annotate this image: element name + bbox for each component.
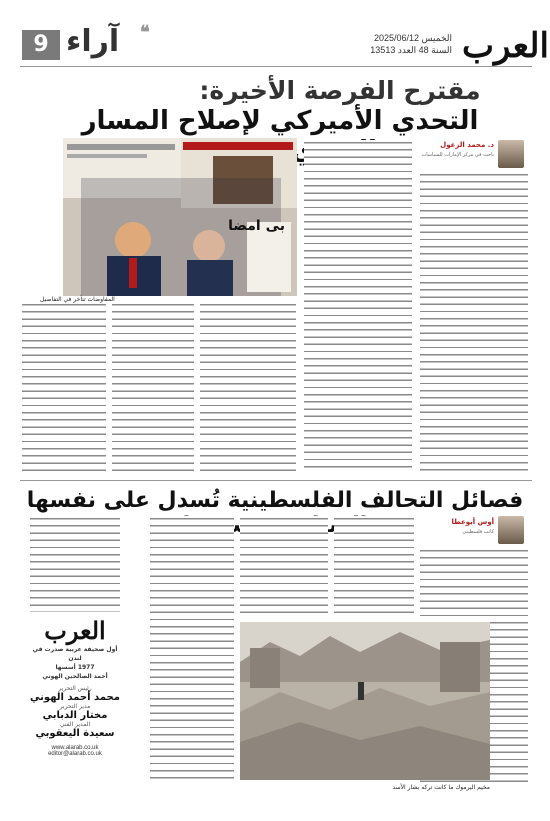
sidebar-name-3: سعيدة اليعقوبي (35, 728, 115, 739)
author2-photo (498, 516, 524, 544)
article1-photo (63, 138, 297, 296)
article2-photo (240, 622, 490, 780)
article2-column-4 (150, 516, 234, 784)
sidebar-tagline-1: أول صحيفة عربية صدرت في لندن (32, 646, 118, 662)
article2-caption: مخيم اليرموك ما كانت تركه بشار الأسد (392, 784, 490, 791)
article1-caption: المفاوضات تتأخر في التفاصيل (40, 296, 115, 303)
sidebar-email[interactable]: editor@alarab.co.uk (48, 751, 102, 757)
sidebar-role-1: رئيس التحرير (58, 685, 92, 692)
author1-role: باحث في مركز الإمارات للسياسات (421, 152, 494, 158)
sidebar-name-2: مختار الدبابي (42, 710, 108, 721)
masthead-divider (20, 66, 532, 67)
sidebar-logo: العرب (44, 616, 106, 645)
article2-column-2 (334, 516, 414, 616)
author2-role: كاتب فلسطيني (462, 529, 494, 535)
sidebar-role-3: المدير الفني (59, 721, 91, 728)
article1-column-5 (22, 302, 106, 472)
author2-name: أوس أبوعطا (451, 518, 494, 526)
author1-name: د. محمد الزغول (440, 141, 494, 149)
masthead (0, 0, 550, 70)
section-divider (20, 480, 532, 481)
date-line: الخميس 2025/06/12 (374, 33, 452, 43)
sidebar-name-1: محمد أحمد الهوني (30, 692, 120, 703)
sidebar-website[interactable]: www.alarab.co.uk (51, 745, 99, 751)
article2-headline: فصائل التحالف الفلسطينية تُسدل على نفسها (26, 488, 524, 513)
sidebar-tagline-2: 1977 أسسها (55, 664, 95, 671)
sidebar-role-2: مدير التحرير (59, 703, 91, 710)
article2-column-3 (240, 516, 328, 616)
article1-column-3 (200, 302, 296, 472)
article1-headline: التحدي الأميركي لإصلاح المسار (81, 106, 479, 136)
photo-newspaper-headline: بی امضا (228, 218, 285, 234)
article1-column-1 (420, 172, 528, 472)
issue-info (368, 32, 452, 56)
section-title: آراء (66, 24, 120, 59)
article1-column-2 (304, 140, 412, 472)
newspaper-logo: العرب (462, 26, 549, 66)
issue-line: السنة 48 العدد 13513 (370, 45, 452, 55)
sidebar-founder: أحمد الصالحين الهوني (42, 673, 108, 680)
author1-photo (498, 140, 524, 168)
page-number: 9 (22, 30, 60, 60)
publisher-box (30, 616, 120, 786)
article2-column-5 (30, 516, 120, 612)
article1-kicker: مقترح الفرصة الأخيرة: (199, 76, 481, 105)
quote-icon: ❝ (140, 22, 150, 43)
article1-column-4 (112, 302, 194, 472)
